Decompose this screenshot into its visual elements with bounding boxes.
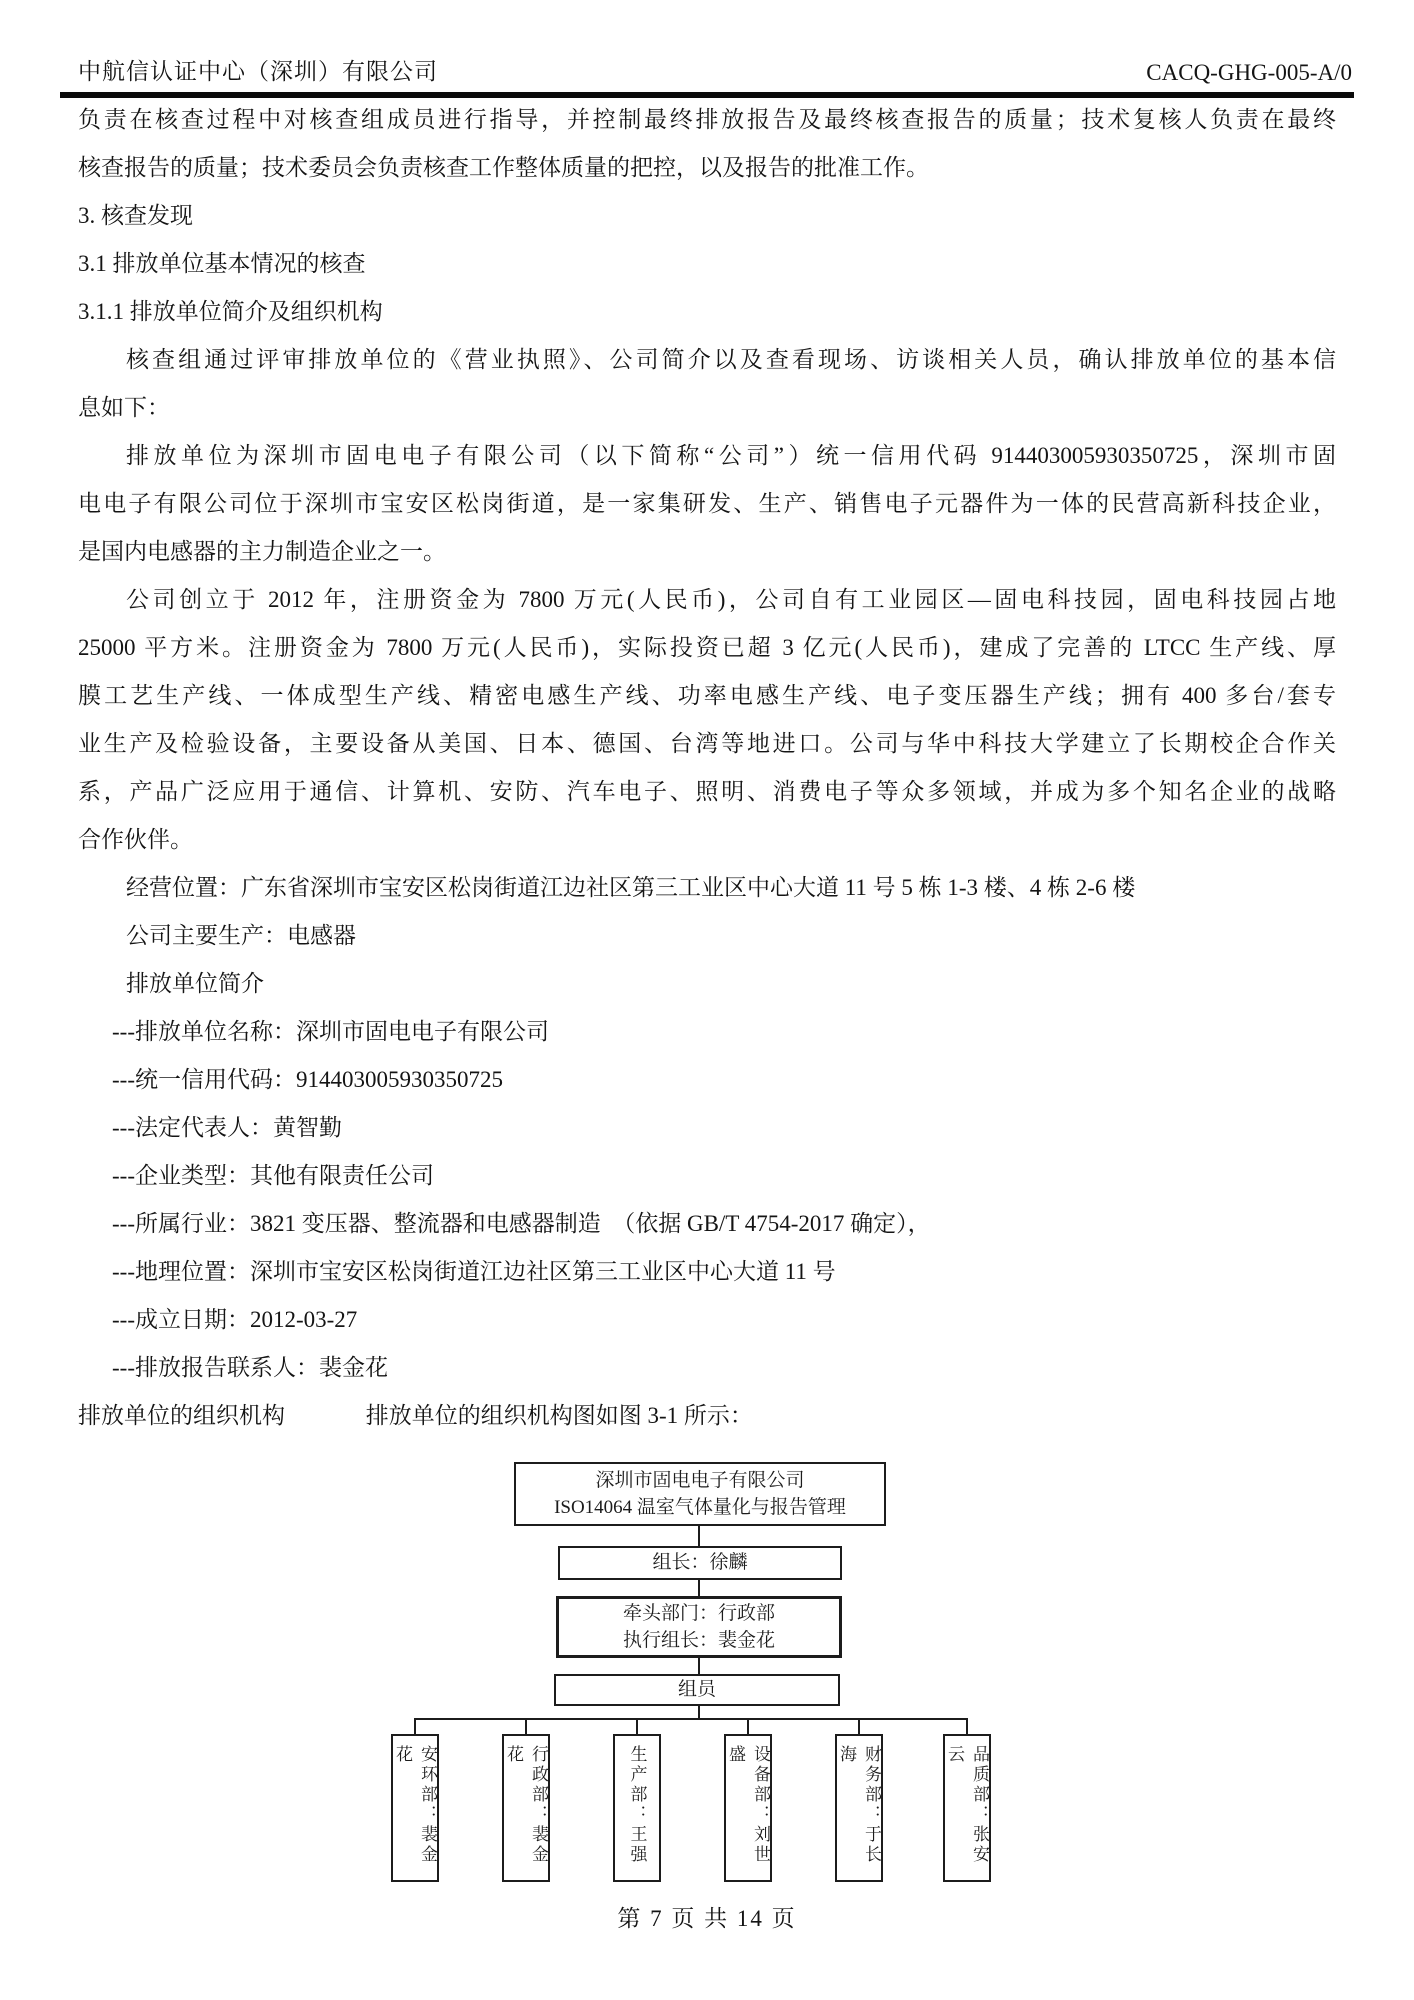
body-line: 经营位置：广东省深圳市宝安区松岗街道江边社区第三工业区中心大道 11 号 5 栋 1-3 楼、4 栋 2-6 楼 [126,875,1136,900]
org-lead-dept: 牵头部门：行政部 [622,1603,775,1624]
org-connector-line [636,1718,638,1734]
body-line: 3. 核查发现 [78,203,193,228]
body-line: 电电子有限公司位于深圳市宝安区松岗街道，是一家集研发、生产、销售电子元器件为一体的民营高新科技企业， [78,491,1336,516]
org-dept-box [943,1734,991,1882]
body-line: ---排放报告联系人：裴金花 [112,1355,388,1380]
page-header [60,44,1354,98]
body-line: 排放单位简介 [126,971,264,996]
body-line: ---法定代表人：黄智勤 [112,1115,342,1140]
body-line: 负责在核查过程中对核查组成员进行指导，并控制最终排放报告及最终核查报告的质量；技术复核人负责在最终 [78,107,1336,132]
body-line: 排放单位为深圳市固电电子有限公司（以下简称“公司”）统一信用代码 914403005930350725，深圳市固 [126,443,1336,468]
body-line: 业生产及检验设备，主要设备从美国、日本、德国、台湾等地进口。公司与华中科技大学建立了长期校企合作关 [78,731,1336,756]
org-dept-label: 品质部：张安云 [945,1745,989,1865]
body-line: 息如下： [78,395,170,420]
body-line: 3.1.1 排放单位简介及组织机构 [78,299,383,324]
org-dept-box [391,1734,439,1882]
org-connector-line [698,1526,700,1546]
org-dept-label: 安环部：裴金花 [393,1745,437,1865]
header-doc-code: CACQ-GHG-005-A/0 [1146,60,1352,85]
page-footer [0,1900,1414,1940]
org-connector-line [414,1718,416,1734]
body-line: 合作伙伴。 [78,827,193,852]
org-connector-line [698,1658,700,1674]
org-dept-box [613,1734,661,1882]
body-line: 系，产品广泛应用于通信、计算机、安防、汽车电子、照明、消费电子等众多领域，并成为多个知名企业的战略 [78,779,1336,804]
body-line: 核查报告的质量；技术委员会负责核查工作整体质量的把控，以及报告的批准工作。 [78,155,929,180]
org-dept-label: 生产部：王强 [627,1745,647,1865]
org-lead-dept-box [556,1596,842,1658]
org-root-box [514,1462,886,1526]
org-connector-line [698,1580,700,1596]
org-connector-line [698,1706,700,1718]
body-line: 25000 平方米。注册资金为 7800 万元(人民币)，实际投资已超 3 亿元(人民币)，建成了完善的 LTCC 生产线、厚 [78,635,1336,660]
body-line: ---成立日期：2012-03-27 [112,1307,358,1332]
org-dept-label: 设备部：刘世盛 [726,1745,770,1865]
body-line: 膜工艺生产线、一体成型生产线、精密电感生产线、功率电感生产线、电子变压器生产线；拥有 400 多台/套专 [78,683,1336,708]
body-line: ---排放单位名称：深圳市固电电子有限公司 [112,1019,549,1044]
body-line: 3.1 排放单位基本情况的核查 [78,251,366,276]
figure-intro-line [78,1392,1336,1440]
org-connector-line [858,1718,860,1734]
body-text [78,96,1336,1440]
org-dept-box [502,1734,550,1882]
body-line: ---企业类型：其他有限责任公司 [112,1163,434,1188]
body-line: 公司创立于 2012 年，注册资金为 7800 万元(人民币)，公司自有工业园区—固电科技园，固电科技园占地 [126,587,1336,612]
org-members-box: 组员 [554,1674,840,1706]
header-company-name: 中航信认证中心（深圳）有限公司 [78,59,438,84]
body-line: ---所属行业：3821 变压器、整流器和电感器制造 （依据 GB/T 4754-2017 确定）， [112,1211,931,1236]
body-line: ---统一信用代码：914403005930350725 [112,1067,503,1092]
body-line: 公司主要生产：电感器 [126,923,356,948]
org-root-scope: ISO14064 温室气体量化与报告管理 [554,1497,846,1518]
figure-intro-left: 排放单位的组织机构 [78,1403,285,1428]
org-root-company: 深圳市固电电子有限公司 [595,1470,805,1491]
org-connector-line [525,1718,527,1734]
page-number: 第 7 页 共 14 页 [617,1906,797,1931]
org-dept-label: 行政部：裴金花 [504,1745,548,1865]
org-leader-box: 组长：徐麟 [558,1546,842,1580]
org-exec-leader: 执行组长：裴金花 [622,1630,775,1651]
org-dept-box [835,1734,883,1882]
org-connector-line [747,1718,749,1734]
org-dept-label: 财务部：于长海 [837,1745,881,1865]
body-line: 是国内电感器的主力制造企业之一。 [78,539,446,564]
figure-intro-right: 排放单位的组织机构图如图 3-1 所示： [365,1403,753,1428]
org-connector-line [414,1718,968,1720]
body-line: 核查组通过评审排放单位的《营业执照》、公司简介以及查看现场、访谈相关人员，确认排放单位的基本信 [126,347,1336,372]
body-line: ---地理位置：深圳市宝安区松岗街道江边社区第三工业区中心大道 11 号 [112,1259,836,1284]
org-connector-line [966,1718,968,1734]
org-dept-box [724,1734,772,1882]
